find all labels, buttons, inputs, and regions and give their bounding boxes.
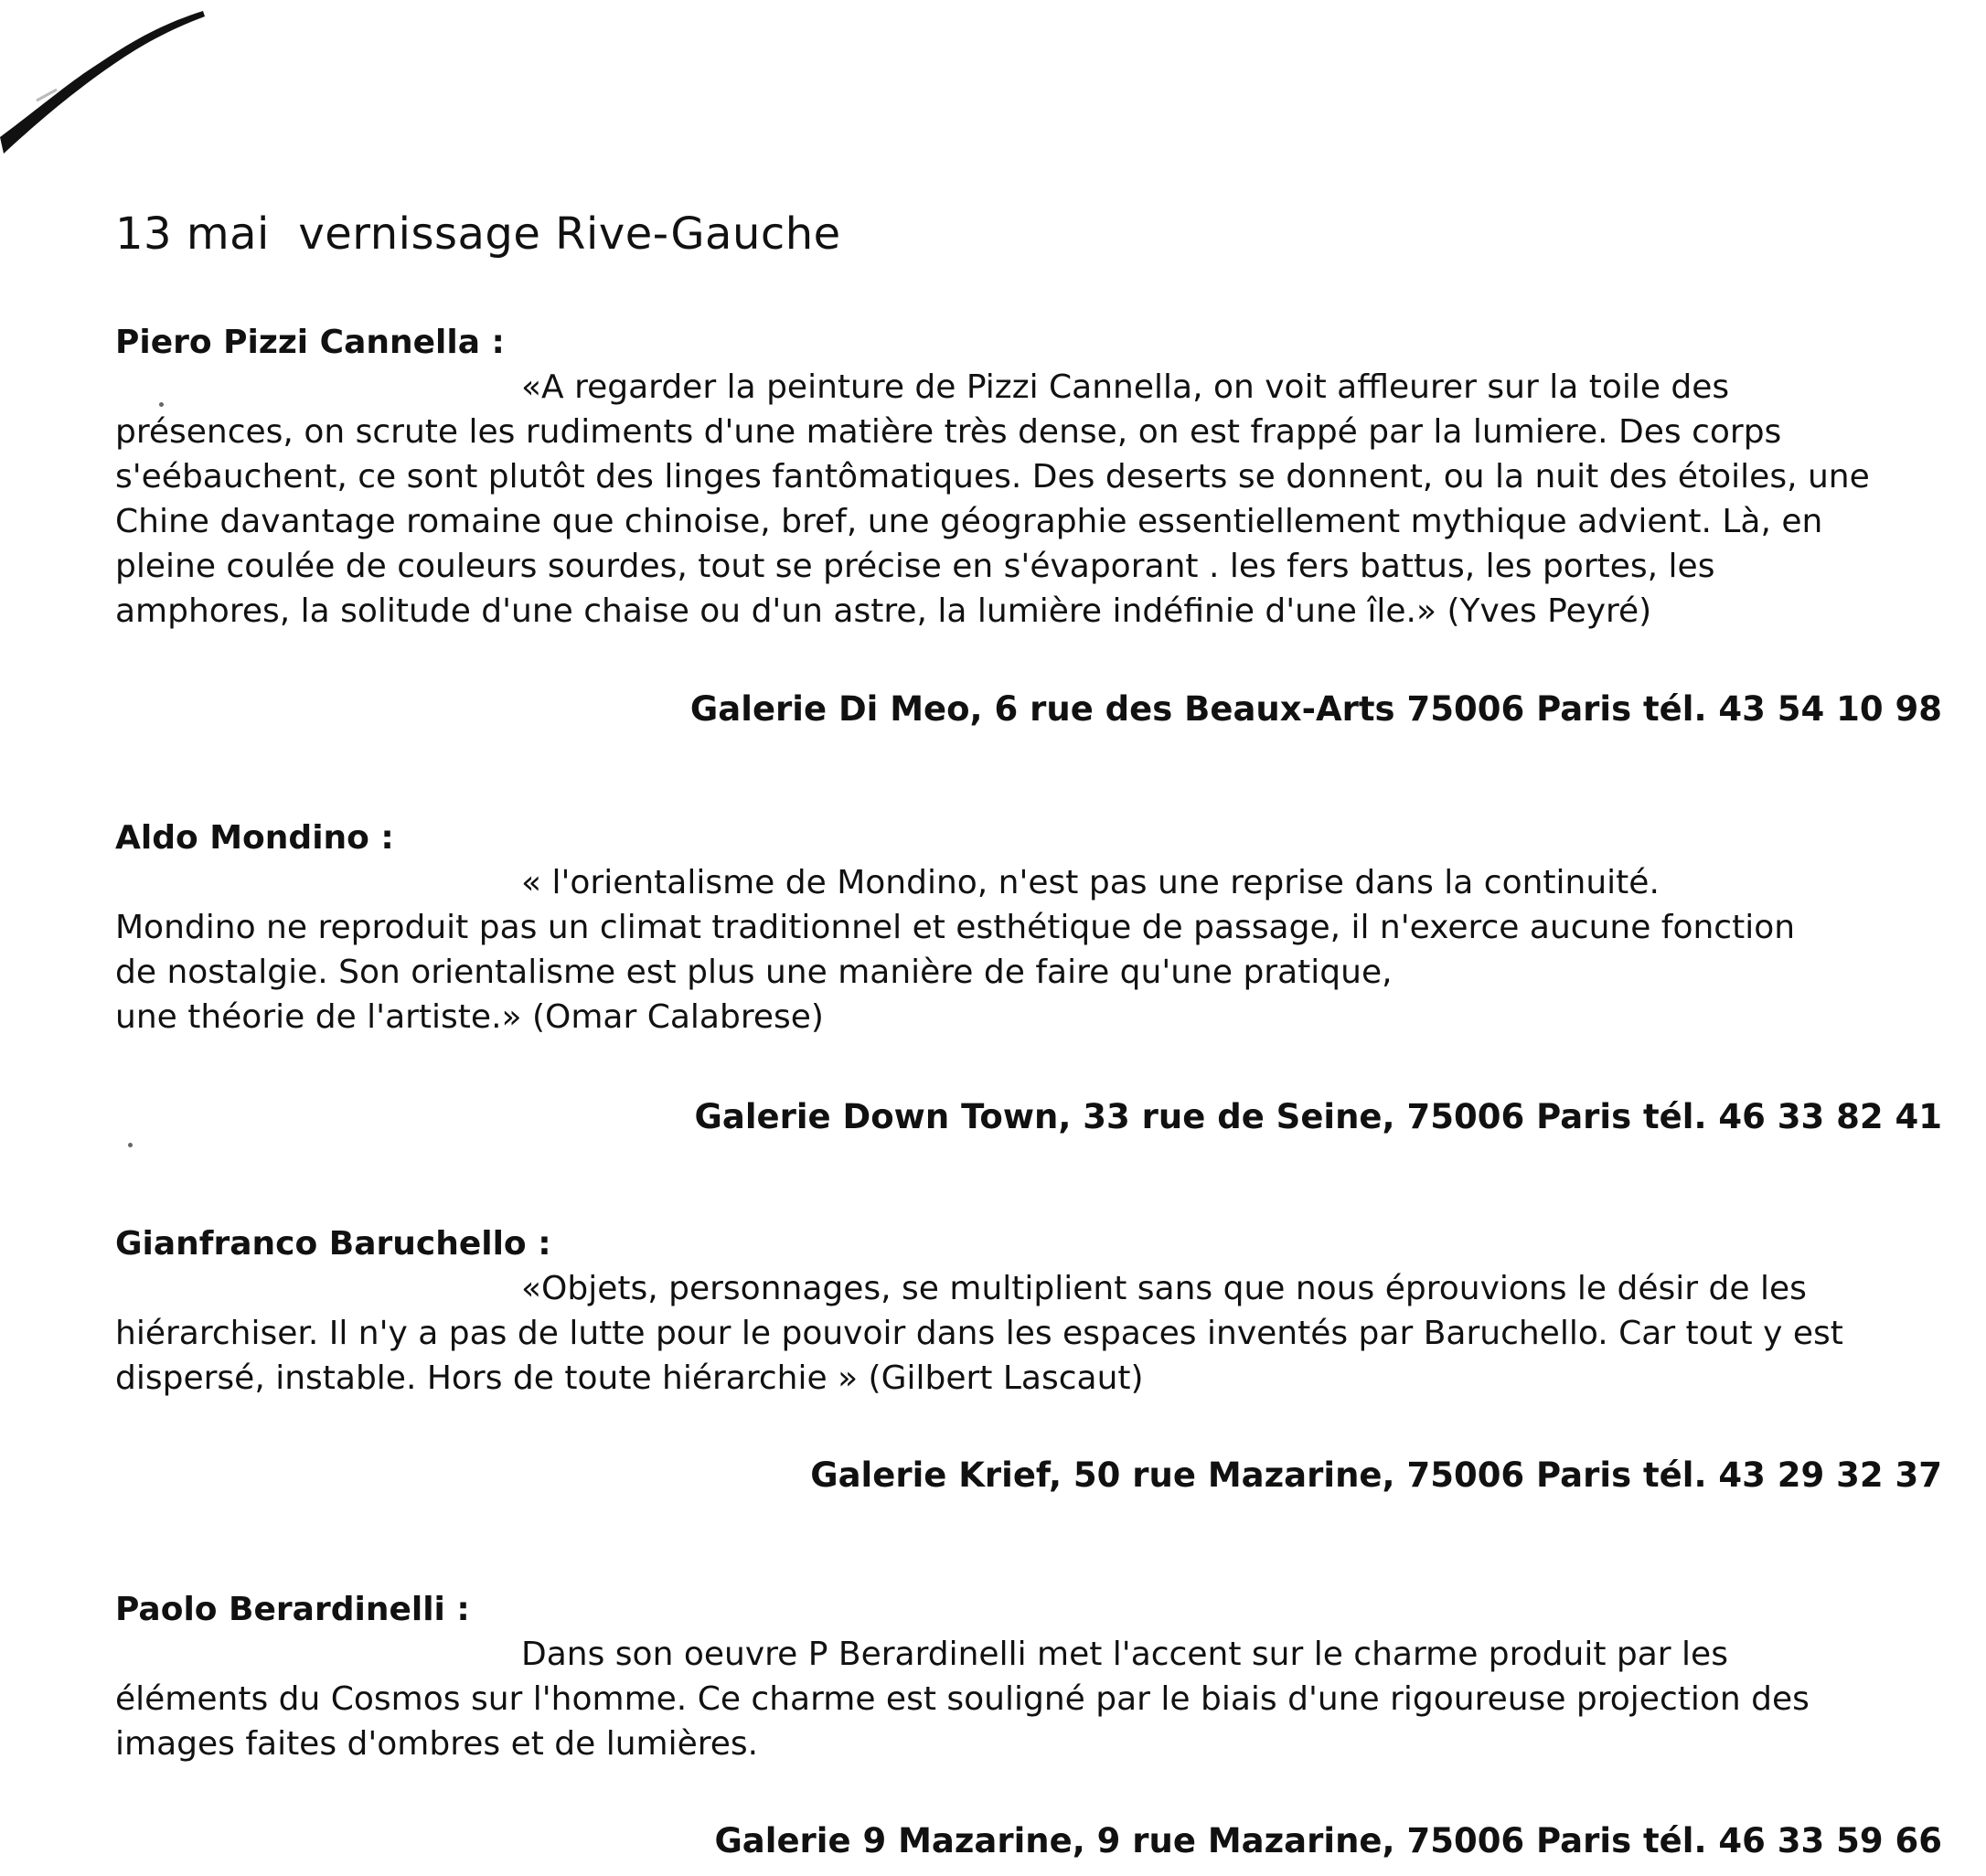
quote-line: pleine coulée de couleurs sourdes, tout se précise en s'évaporant . les fers battus, les portes, les [115,548,1715,585]
quote-line: «A regarder la peinture de Pizzi Cannella, on voit affleurer sur la toile des [521,368,1730,406]
fold-crease-mark [0,0,219,165]
quote-line: une théorie de l'artiste.» (Omar Calabrese) [115,998,824,1036]
quote-line: images faites d'ombres et de lumières. [115,1725,759,1763]
quote-line: Dans son oeuvre P Berardinelli met l'accent sur le charme produit par les [521,1636,1728,1673]
scan-speck [128,1143,133,1147]
gallery-address: Galerie Krief, 50 rue Mazarine, 75006 Paris tél. 43 29 32 37 [810,1455,1942,1495]
artist-quote [115,365,1942,634]
page-title: 13 mai vernissage Rive-Gauche [115,208,841,260]
artist-name: Gianfranco Baruchello : [115,1225,551,1263]
artist-name: Aldo Mondino : [115,819,394,857]
quote-line: « l'orientalisme de Mondino, n'est pas une reprise dans la continuité. [521,864,1660,901]
artist-quote [115,860,1942,1039]
artist-name: Paolo Berardinelli : [115,1591,470,1628]
quote-line: dispersé, instable. Hors de toute hiérarchie » (Gilbert Lascaut) [115,1359,1144,1397]
artist-quote [115,1632,1942,1766]
artist-name: Piero Pizzi Cannella : [115,324,505,361]
quote-line: amphores, la solitude d'une chaise ou d'un astre, la lumière indéfinie d'une île.» (Yves Peyré) [115,592,1652,630]
quote-line: présences, on scrute les rudiments d'une matière très dense, on est frappé par la lumiere. Des corps [115,413,1782,451]
exhibition-entry [115,819,1942,1148]
exhibition-entry [115,1591,1942,1865]
gallery-address: Galerie Di Meo, 6 rue des Beaux-Arts 75006 Paris tél. 43 54 10 98 [689,689,1942,729]
quote-line: Mondino ne reproduit pas un climat traditionnel et esthétique de passage, il n'exerce aucune fonction [115,909,1796,946]
quote-line: de nostalgie. Son orientalisme est plus une manière de faire qu'une pratique, [115,954,1393,991]
quote-line: Chine davantage romaine que chinoise, bref, une géographie essentiellement mythique advient. Là, en [115,503,1823,540]
quote-line: s'eébauchent, ce sont plutôt des linges fantômatiques. Des deserts se donnent, ou la nuit des étoiles, une [115,458,1870,496]
quote-line: «Objets, personnages, se multiplient sans que nous éprouvions le désir de les [521,1270,1807,1307]
scan-speck [159,402,164,407]
exhibition-entry [115,1225,1942,1518]
gallery-address: Galerie Down Town, 33 rue de Seine, 75006 Paris tél. 46 33 82 41 [694,1097,1942,1136]
artist-quote [115,1266,1942,1401]
quote-line: éléments du Cosmos sur l'homme. Ce charme est souligné par le biais d'une rigoureuse projection des [115,1680,1810,1718]
gallery-address: Galerie 9 Mazarine, 9 rue Mazarine, 75006 Paris tél. 46 33 59 66 [714,1821,1942,1860]
quote-line: hiérarchiser. Il n'y a pas de lutte pour le pouvoir dans les espaces inventés par Baruchello. Car tout y est [115,1315,1843,1352]
exhibition-entry [115,324,1942,735]
